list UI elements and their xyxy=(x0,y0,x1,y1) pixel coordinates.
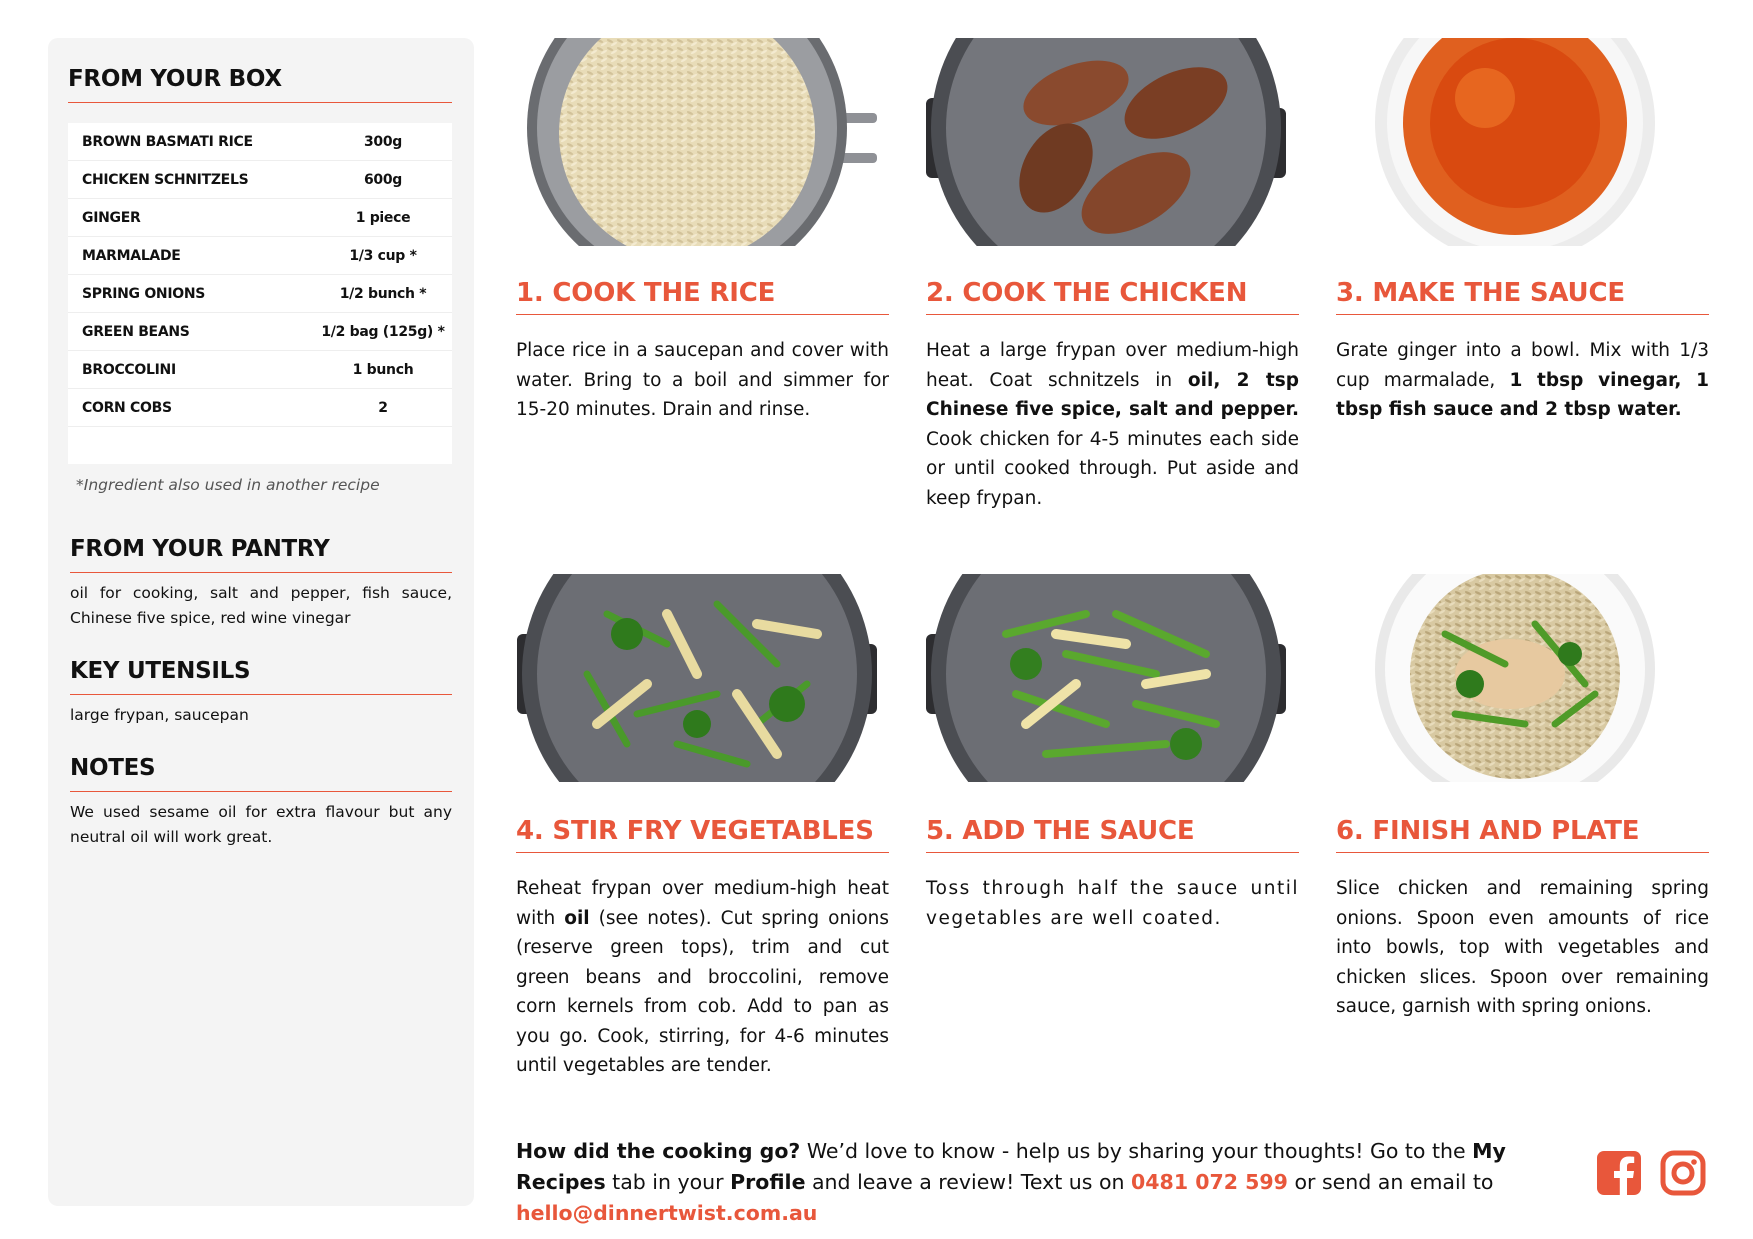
step-5-text xyxy=(926,874,1299,933)
facebook-icon[interactable] xyxy=(1596,1150,1642,1196)
feedback-footer xyxy=(516,1136,1566,1229)
step-1-title: 1. COOK THE RICE xyxy=(516,278,889,315)
ingredient-qty: 2 xyxy=(378,399,388,416)
ingredient-qty: 600g xyxy=(363,171,403,188)
email-link[interactable]: hello@dinnertwist.com.au xyxy=(516,1201,818,1225)
footer-text: We’d love to know - help us by sharing your thoughts! Go to the xyxy=(800,1139,1473,1163)
ingredient-name: MARMALADE xyxy=(82,247,181,264)
ingredient-qty: 300g xyxy=(363,133,403,150)
step-4-title: 4. STIR FRY VEGETABLES xyxy=(516,816,889,853)
my-recipes-label: My Recipes xyxy=(516,1139,1506,1194)
phone-link[interactable]: 0481 072 599 xyxy=(1131,1170,1288,1194)
from-your-pantry-heading: FROM YOUR PANTRY xyxy=(70,536,452,573)
step-text-bold: 1 tbsp vinegar, 1 tbsp fish sauce and 2 tbsp water. xyxy=(1336,369,1709,420)
sauce-vegetables-photo xyxy=(926,574,1286,782)
ingredient-row xyxy=(68,351,452,389)
ingredient-qty: 1 bunch xyxy=(352,361,414,378)
ingredient-name: BROWN BASMATI RICE xyxy=(82,133,253,150)
ingredient-row xyxy=(68,237,452,275)
step-text-part: Grate ginger into a bowl. Mix with 1/3 cup marmalade, xyxy=(1336,340,1709,391)
ingredient-qty: 1 piece xyxy=(355,209,411,226)
ingredient-name: CHICKEN SCHNITZELS xyxy=(82,171,249,188)
step-text-part: Reheat frypan over medium-high heat with xyxy=(516,878,889,929)
step-text-part: Toss through half the sauce until vegetables are well coated. xyxy=(926,878,1299,929)
step-3-title: 3. MAKE THE SAUCE xyxy=(1336,278,1709,315)
step-text-part: Slice chicken and remaining spring onions. Spoon even amounts of rice into bowls, top with vegetables and chicken slices. Spoon over remaining sauce, garnish with spring onions. xyxy=(1336,878,1709,1017)
ingredient-row xyxy=(68,199,452,237)
footer-text: tab in your xyxy=(605,1170,731,1194)
footer-text: or send an email to xyxy=(1287,1170,1494,1194)
pantry-text: oil for cooking, salt and pepper, fish sauce, Chinese five spice, red wine vinegar xyxy=(70,584,452,627)
notes-heading: NOTES xyxy=(70,755,452,792)
step-2-title: 2. COOK THE CHICKEN xyxy=(926,278,1299,315)
ingredient-row-empty xyxy=(68,427,452,464)
ingredient-name: CORN COBS xyxy=(82,399,172,416)
rice-pot-photo xyxy=(517,38,877,246)
ingredient-row xyxy=(68,275,452,313)
step-5-title: 5. ADD THE SAUCE xyxy=(926,816,1299,853)
instagram-icon[interactable] xyxy=(1660,1150,1706,1196)
utensils-section xyxy=(70,658,452,728)
stirfry-frypan-photo xyxy=(517,574,877,782)
ingredients-table xyxy=(68,123,452,464)
step-text-part: Heat a large frypan over medium-high heat. Coat schnitzels in xyxy=(926,340,1299,391)
step-2-text xyxy=(926,336,1299,513)
shared-ingredient-note: *Ingredient also used in another recipe xyxy=(76,476,380,494)
step-text-part: (see notes). Cut spring onions (reserve green tops), trim and cut green beans and broccolini, remove corn kernels from cob. Add to pan as you go. Cook, stirring, for 4-6 minutes until vegetables are tender. xyxy=(516,907,889,1076)
step-1-text xyxy=(516,336,889,425)
ingredient-qty: 1/3 cup * xyxy=(349,247,417,264)
footer-question: How did the cooking go? xyxy=(516,1139,801,1163)
chicken-frypan-photo xyxy=(926,38,1286,246)
ingredient-row xyxy=(68,313,452,351)
step-text-part: Cook chicken for 4-5 minutes each side or until cooked through. Put aside and keep frypan. xyxy=(926,428,1299,509)
step-4-text xyxy=(516,874,889,1081)
notes-text: We used sesame oil for extra flavour but any neutral oil will work great. xyxy=(70,803,452,846)
notes-section xyxy=(70,755,452,850)
profile-label: Profile xyxy=(730,1170,806,1194)
footer-text: and leave a review! Text us on xyxy=(805,1170,1132,1194)
ingredient-name: GREEN BEANS xyxy=(82,323,190,340)
step-6-text xyxy=(1336,874,1709,1022)
ingredient-name: SPRING ONIONS xyxy=(82,285,206,302)
ingredient-row xyxy=(68,389,452,427)
ingredient-name: GINGER xyxy=(82,209,141,226)
sauce-bowl-photo xyxy=(1335,38,1695,246)
from-your-box-heading: FROM YOUR BOX xyxy=(68,66,452,103)
step-text-bold: oil, 2 tsp Chinese five spice, salt and pepper. xyxy=(926,369,1299,420)
step-6-title: 6. FINISH AND PLATE xyxy=(1336,816,1709,853)
ingredient-qty: 1/2 bunch * xyxy=(339,285,427,302)
step-3-text xyxy=(1336,336,1709,425)
step-text-part: Place rice in a saucepan and cover with water. Bring to a boil and simmer for 15-20 minutes. Drain and rinse. xyxy=(516,340,889,420)
plated-dish-photo xyxy=(1335,574,1695,782)
utensils-text: large frypan, saucepan xyxy=(70,706,249,724)
key-utensils-heading: KEY UTENSILS xyxy=(70,658,452,695)
ingredients-sidebar xyxy=(48,38,474,1206)
ingredient-row xyxy=(68,123,452,161)
step-text-bold: oil xyxy=(564,907,590,929)
ingredient-row xyxy=(68,161,452,199)
pantry-section xyxy=(70,536,452,631)
ingredient-qty: 1/2 bag (125g) * xyxy=(321,323,445,340)
ingredient-name: BROCCOLINI xyxy=(82,361,176,378)
